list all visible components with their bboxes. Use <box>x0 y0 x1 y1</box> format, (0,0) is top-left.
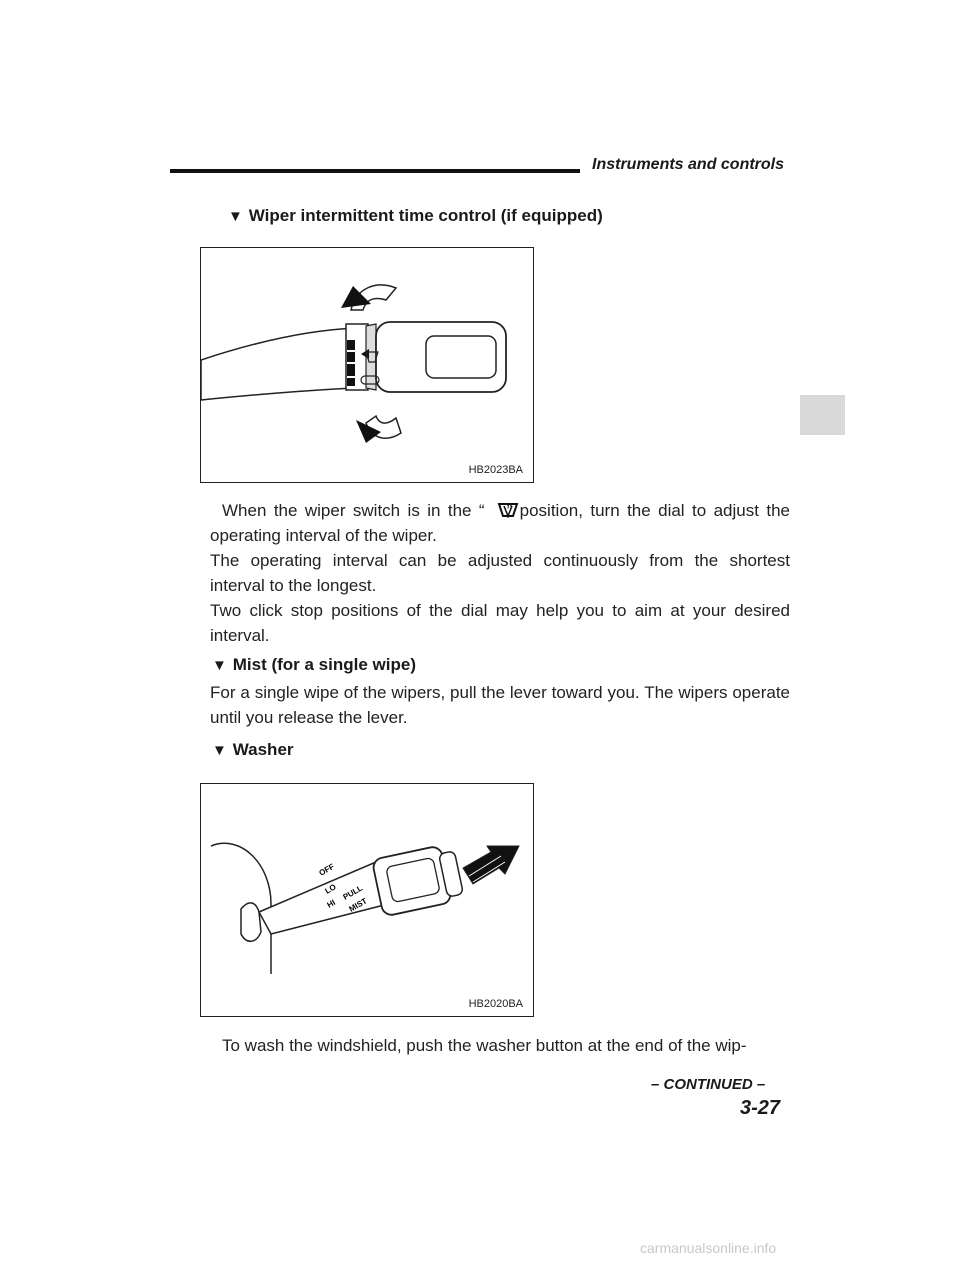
chapter-tab <box>800 395 845 435</box>
wiper-intermittent-body <box>210 498 790 648</box>
figure-code: HB2023BA <box>468 464 523 476</box>
lever-label: HI <box>325 897 337 910</box>
wiper-icon <box>485 501 507 519</box>
washer-body <box>210 1033 790 1058</box>
paragraph: For a single wipe of the wipers, pull the lever toward you. The wipers operate until you release the lever. <box>210 683 790 727</box>
heading-washer: ▼ Washer <box>212 740 294 759</box>
section-title: Instruments and controls <box>592 156 785 173</box>
lever-label: OFF <box>317 861 336 878</box>
mist-body <box>210 680 790 730</box>
wiper-dial-illustration <box>201 248 533 482</box>
page-number: 3-27 <box>740 1097 781 1119</box>
lever-label: PULL <box>341 883 365 902</box>
down-triangle-icon: ▼ <box>212 657 227 674</box>
continued-label: – CONTINUED – <box>651 1076 766 1093</box>
down-triangle-icon: ▼ <box>212 742 227 759</box>
paragraph: To wash the windshield, push the washer button at the end of the wip- <box>222 1036 747 1055</box>
paragraph: When the wiper switch is in the “ ” position, turn the dial to adjust the operating interval of the wiper. <box>210 501 790 545</box>
lever-label: LO <box>323 882 338 896</box>
heading-wiper-intermittent: ▼ Wiper intermittent time control (if equipped) <box>228 206 603 225</box>
figure-wiper-dial <box>200 247 534 483</box>
header-rule <box>170 169 580 173</box>
watermark: carmanualsonline.info <box>640 1240 777 1256</box>
lever-label: MIST <box>347 896 369 914</box>
heading-mist: ▼ Mist (for a single wipe) <box>212 655 416 674</box>
figure-code: HB2020BA <box>468 998 523 1010</box>
washer-lever-illustration <box>201 784 533 1016</box>
figure-washer-lever <box>200 783 534 1017</box>
paragraph: The operating interval can be adjusted continuously from the shortest interval to the longest. <box>210 551 790 595</box>
down-triangle-icon: ▼ <box>228 208 243 225</box>
paragraph: Two click stop positions of the dial may help you to aim at your desired interval. <box>210 601 790 645</box>
